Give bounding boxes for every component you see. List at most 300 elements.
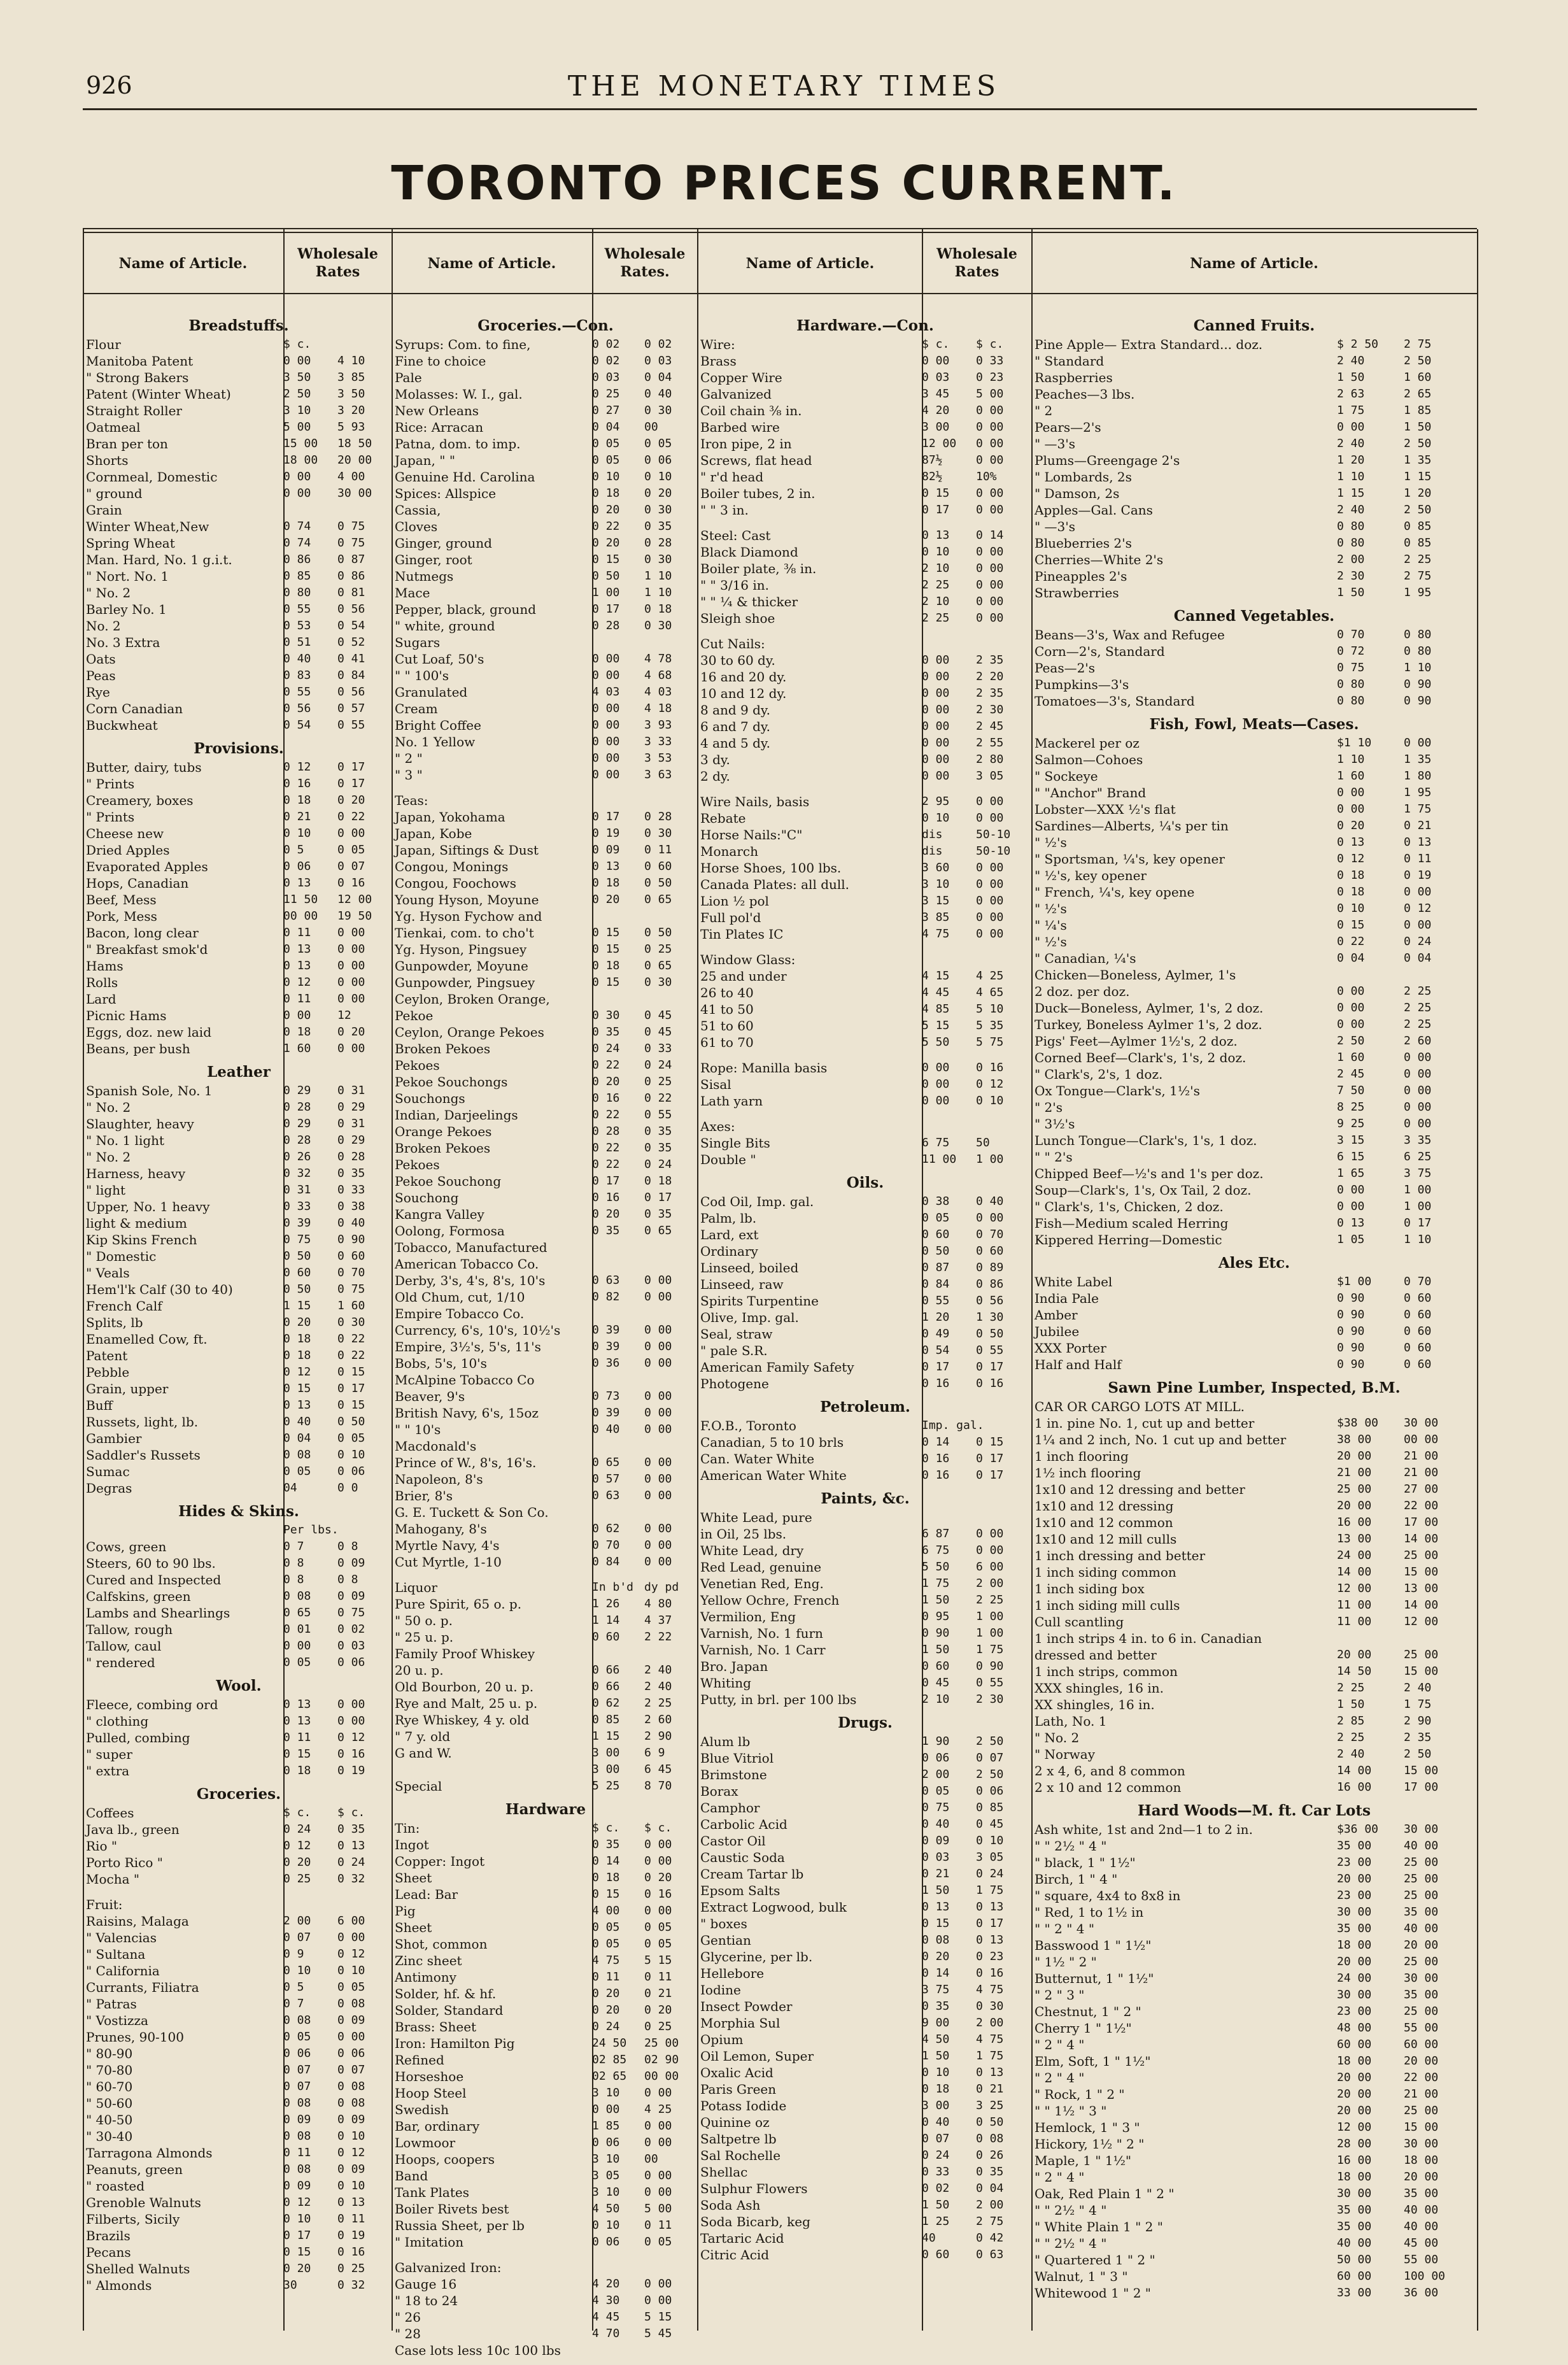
rate-low: 1 10 [1337,470,1365,483]
price-row [395,1679,696,1695]
article-name: Swedish [395,2102,449,2117]
article-name: Iodine [700,1982,741,1998]
price-row [395,1778,696,1794]
article-name: Harness, heavy [86,1166,186,1181]
article-name: Epsom Salts [700,1883,780,1898]
rate-high: 0 00 [644,1489,672,1502]
rate-low: 0 14 [592,1854,620,1868]
article-name: Shot, common [395,1936,488,1952]
rate-high: 0 29 [337,1133,365,1147]
rate-high: 3 33 [644,735,672,748]
article-name: " 2 [1035,403,1053,418]
rate-high: 1 75 [976,1884,1004,1897]
price-row [700,419,1030,436]
rate-high: 0 00 [976,420,1004,434]
running-head: THE MONETARY TIMES [567,70,1001,103]
article-name: Granulated [395,685,468,700]
price-row [700,1276,1030,1293]
rate-low: 0 60 [922,1228,950,1241]
rate-high: 30 00 [1404,2137,1439,2150]
row-spacer [86,1887,392,1896]
rate-high: 0 11 [644,2219,672,2232]
rate-high: 30 00 [1404,1416,1439,1430]
price-row [700,1451,1030,1467]
rate-high: 0 17 [976,1917,1004,1930]
price-row [1035,1049,1474,1066]
price-row [395,1985,696,2002]
article-name: Beans, per bush [86,1041,190,1056]
price-row [1035,2053,1474,2070]
col-header-rates-3: Wholesale Rates [936,246,1017,280]
rate-high: 25 00 [1404,1955,1439,1968]
price-row [1035,693,1474,709]
rate-high: 0 22 [644,1091,672,1105]
article-name: " 60-70 [86,2079,133,2094]
rate-low: 18 00 [283,453,318,467]
rate-low: 0 10 [283,827,311,840]
article-name: Rio " [86,1838,118,1854]
rate-high: 1 30 [976,1310,1004,1324]
rate-high: 0 60 [1404,1341,1432,1354]
rate-low: 0 00 [1337,802,1365,816]
article-name: Cherries—White 2's [1035,552,1164,567]
article-name: " Strong Bakers [86,370,189,385]
article-name: " 2 " 4 " [1035,2070,1085,2085]
article-name: Grain, upper [86,1381,169,1396]
rate-high: 0 00 [644,1522,672,1535]
article-name: Citric Acid [700,2247,770,2262]
rate-high: 12 00 [337,893,372,906]
article-name: Congou, Foochows [395,876,517,891]
rate-high: 0 12 [1404,902,1432,915]
rate-high: 0 16 [337,876,365,890]
article-name: Cows, green [86,1539,167,1554]
article-name: Brimstone [700,1767,767,1782]
article-name: 1x10 and 12 common [1035,1515,1173,1530]
article-name: Bran per ton [86,436,168,451]
article-name: Java lb., green [86,1822,180,1837]
price-column-2 [395,311,696,2359]
article-name: Patent (Winter Wheat) [86,387,231,402]
rate-low: 0 39 [592,1340,620,1353]
rate-low: 4 00 [592,1904,620,1917]
rate-high: 1 60 [337,1299,365,1312]
rate-low: 0 75 [283,1233,311,1246]
article-name: Tin Plates IC [700,927,784,942]
rate-high: 0 00 [644,1340,672,1353]
article-name: Axes: [700,1119,735,1134]
price-row [86,1480,392,1496]
rate-low: 20 00 [1337,1872,1372,1886]
rate-low: 0 40 [592,1423,620,1436]
rate-low: 30 00 [1337,2187,1372,2200]
price-row [86,1314,392,1331]
rate-low: 0 05 [922,1784,950,1798]
price-row [700,2247,1030,2263]
price-row [86,1896,392,1913]
price-row [700,2230,1030,2247]
rate-high: 17 00 [1404,1780,1439,1794]
rate-high: 0 08 [337,2096,365,2110]
price-row [1035,1713,1474,1729]
rate-high: 0 15 [976,1435,1004,1449]
article-name: Salmon—Cohoes [1035,752,1143,767]
article-name: Lead: Bar [395,1887,458,1902]
rate-low: 0 07 [922,2132,950,2145]
rate-high: 0 00 [976,894,1004,907]
article-name: Bro. Japan [700,1659,768,1674]
rate-low: 0 05 [592,453,620,467]
rate-high: 0 35 [644,520,672,533]
price-row [86,776,392,792]
price-row [86,1638,392,1654]
price-row [700,1542,1030,1559]
rate-low: 0 11 [283,2146,311,2159]
article-name: 2 dy. [700,769,730,784]
rate-high: 0 19 [337,2229,365,2242]
rate-low: 0 35 [592,1224,620,1237]
article-name: " Patras [86,1996,137,2012]
price-row [700,702,1030,718]
rate-high: 60 00 [1404,2038,1439,2051]
col-header-name-2: Name of Article. [427,255,556,272]
article-name: Gunpowder, Moyune [395,958,528,974]
rate-high: 2 40 [1404,1681,1432,1694]
article-name: Hoops, coopers [395,2152,495,2167]
article-name: " No. 2 [1035,1730,1080,1745]
price-row [86,336,392,353]
article-name: Cull scantling [1035,1614,1124,1630]
rate-low: 0 90 [1337,1325,1365,1338]
price-row [1035,643,1474,660]
article-name: Beef, Mess [86,892,157,907]
rate-low: 0 40 [283,1415,311,1428]
price-row [86,875,392,891]
rate-high: 1 00 [976,1153,1004,1166]
article-name: Chestnut, 1 " 2 " [1035,2004,1141,2019]
price-row [700,452,1030,469]
table-top-rule [83,228,1477,233]
price-row [700,1766,1030,1783]
price-row [86,535,392,551]
rate-low: 0 39 [592,1323,620,1337]
price-row [395,1521,696,1537]
article-name: 1 inch siding mill culls [1035,1598,1180,1613]
rate-high: 2 30 [976,1693,1004,1706]
rate-low: 2 30 [1337,569,1365,583]
rate-low: 1 50 [922,2049,950,2063]
price-row [1035,485,1474,502]
price-row [700,2015,1030,2031]
rate-low: 0 08 [283,2163,311,2176]
rate-low: 0 05 [283,2030,311,2043]
rate-high: 0 24 [644,1058,672,1072]
price-row [1035,1149,1474,1165]
rate-high: 15 00 [1404,1565,1439,1579]
rate-high: $ c. [644,1821,672,1835]
price-row [700,751,1030,768]
price-row [395,1761,696,1778]
article-name: Tarragona Almonds [86,2145,213,2161]
price-row [700,2180,1030,2197]
rate-high: 0 85 [1404,536,1432,550]
price-row [1035,1116,1474,1132]
rate-low: 1 60 [283,1042,311,1055]
rate-high: 22 00 [1404,1499,1439,1512]
article-name: Tallow, caul [86,1638,162,1654]
rate-low: 0 95 [922,1610,950,1623]
rate-low: 1 15 [592,1729,620,1743]
rate-low: 0 27 [592,404,620,417]
rate-low: 0 40 [283,652,311,665]
rate-high [644,1504,696,1521]
article-name: " ½'s, key opener [1035,868,1147,883]
rate-low [592,1305,644,1322]
rate-low: 0 07 [283,2063,311,2077]
rate-high: 0 0 [337,1481,358,1495]
rate-high: 0 00 [337,827,365,840]
price-row [395,436,696,452]
price-row [700,485,1030,502]
rate-high: 0 17 [976,1360,1004,1374]
article-name: Coffees [86,1805,134,1821]
rate-high: 0 00 [337,1698,365,1711]
article-name: " 18 to 24 [395,2293,458,2308]
rate-high: 0 00 [644,1538,672,1552]
rate-high: 1 10 [644,569,672,583]
section-heading: Paints, &c. [821,1490,910,1507]
article-name: " light [86,1182,126,1198]
rate-low: 1 60 [1337,1051,1365,1064]
rate-low: 0 10 [922,545,950,558]
rate-low: 9 00 [922,2016,950,2029]
rate-high: 3 20 [337,404,365,417]
rate-low: 0 00 [592,2103,620,2116]
rate-low [922,1118,976,1135]
article-name: Tallow, rough [86,1622,173,1637]
price-row [86,792,392,809]
article-name: XX shingles, 16 in. [1035,1697,1155,1712]
price-row [700,353,1030,369]
article-name: Soda Bicarb, keg [700,2214,810,2229]
rate-low: 0 60 [922,2248,950,2261]
rate-low: 2 95 [922,795,950,808]
price-row [1035,1465,1474,1481]
article-name: 1 inch siding box [1035,1581,1145,1596]
price-row [700,909,1030,926]
rate-low [592,1372,644,1388]
price-row [86,2012,392,2029]
rate-low: 5 25 [592,1779,620,1793]
rate-high: 0 87 [337,553,365,566]
price-row [395,485,696,502]
price-row [86,1265,392,1281]
rate-high: 4 25 [976,969,1004,983]
rate-low: 1 26 [592,1597,620,1610]
rate-high: dy pd [644,1580,679,1594]
price-row [86,1979,392,1996]
rate-high: 0 32 [337,2278,365,2292]
rate-high: 0 00 [644,2169,672,2182]
rate-high: 0 63 [976,2248,1004,2261]
rate-low: 3 10 [283,404,311,417]
rate-low: 0 13 [283,959,311,972]
price-row [1035,1448,1474,1465]
rate-high: 1 15 [1404,470,1432,483]
price-row [700,1210,1030,1226]
rate-low [922,951,976,968]
rate-low: 0 60 [922,1659,950,1673]
article-name: 1 in. pine No. 1, cut up and better [1035,1416,1255,1431]
rate-low: 3 15 [922,894,950,907]
rate-low [1337,1398,1404,1415]
rate-low: 0 53 [283,619,311,632]
rate-low: 4 75 [592,1954,620,1967]
rate-high: 0 80 [1404,628,1432,641]
price-row [1035,436,1474,452]
rate-high: 0 00 [976,611,1004,625]
rate-high: 100 00 [1404,2269,1446,2283]
article-name: No. 3 Extra [86,635,160,650]
rate-high: 4 68 [644,669,672,682]
rate-low: 0 00 [283,354,311,367]
row-spacer [700,1109,1030,1118]
rate-low: 0 63 [592,1274,620,1287]
article-name: Caustic Soda [700,1850,785,1865]
rate-high: 0 15 [337,1398,365,1412]
rate-high: 0 00 [644,1904,672,1917]
rate-low: 0 15 [283,2245,311,2259]
article-name: Pekoe Souchongs [395,1074,508,1090]
price-row [86,2244,392,2261]
article-name: " Standard [1035,353,1105,369]
price-row [1035,1016,1474,1033]
rate-high: 1 85 [1404,404,1432,417]
article-name: XXX shingles, 16 in. [1035,1680,1164,1696]
article-name: " ¼'s [1035,918,1067,933]
price-row [395,2101,696,2118]
price-row [700,1243,1030,1260]
rate-high: 4 18 [644,702,672,715]
article-name: Saddler's Russets [86,1447,201,1463]
rate-low: 5 15 [922,1019,950,1032]
article-name: Manitoba Patent [86,353,194,369]
rate-low [592,1239,644,1256]
article-name: Straight Roller [86,403,182,418]
article-name: Currants, Filiatra [86,1980,199,1995]
article-name: Liquor [395,1580,437,1595]
rate-low [592,1504,644,1521]
article-name: " Red, 1 to 1½ in [1035,1905,1144,1920]
rate-low: 0 24 [283,1822,311,1836]
price-row [395,618,696,634]
rate-low: 1 50 [922,1593,950,1607]
price-row [395,1388,696,1405]
price-row [700,2098,1030,2114]
price-row [1035,1340,1474,1356]
article-name: Whiting [700,1675,751,1691]
rate-low: 0 14 [922,1435,950,1449]
article-name: Bobs, 5's, 10's [395,1356,487,1371]
price-row [700,336,1030,353]
rate-low: 0 25 [592,387,620,401]
rate-low: 23 00 [1337,2005,1372,2018]
rate-low: 25 00 [1337,1482,1372,1496]
rate-low: 0 15 [922,1917,950,1930]
article-name: Corn Canadian [86,701,183,716]
article-name: Gunpowder, Pingsuey [395,975,535,990]
rate-high [644,2259,696,2276]
rate-high: 10% [976,470,997,483]
price-row [86,518,392,535]
rate-low: 0 40 [922,1817,950,1831]
rate-high: $ c. [976,337,1004,351]
rate-low: 0 65 [592,1456,620,1469]
article-name: " r'd head [700,469,764,485]
rate-low: 1 50 [1337,1698,1365,1711]
rate-low: 1 85 [592,2119,620,2133]
price-row [86,842,392,858]
price-row [395,1936,696,1952]
rate-low: 0 08 [283,1589,311,1603]
article-name: Coil chain ⅜ in. [700,403,802,418]
price-row [1035,1165,1474,1182]
price-row [395,842,696,858]
rate-high: 0 31 [337,1117,365,1130]
rate-high: 0 24 [976,1867,1004,1880]
rate-high: 0 90 [1404,694,1432,707]
rate-high: 0 06 [337,2047,365,2060]
rate-low: 3 10 [592,2185,620,2199]
article-name: Butternut, 1 " 1½" [1035,1971,1154,1986]
rate-high: 3 05 [976,1850,1004,1864]
rate-high: 0 19 [1404,869,1432,882]
price-row [700,669,1030,685]
price-row [1035,917,1474,934]
rate-low: 0 80 [1337,694,1365,707]
article-name: Boiler tubes, 2 in. [700,486,816,501]
rate-high: 0 40 [337,1216,365,1230]
article-name: " ½'s [1035,901,1067,916]
rate-low: 30 [283,2278,297,2292]
rate-high: 0 00 [644,1323,672,1337]
rate-high: 0 20 [644,2003,672,2017]
article-name: Mahogany, 8's [395,1521,487,1537]
article-name: Brier, 8's [395,1488,453,1503]
price-row [86,1447,392,1463]
article-name: Patna, dom. to imp. [395,436,521,451]
price-row [86,568,392,585]
rate-high: 0 05 [644,1921,672,1934]
article-name: Yg. Hyson, Pingsuey [395,942,527,957]
price-row [395,2019,696,2035]
price-row [1035,967,1474,983]
article-name: Cut Loaf, 50's [395,651,484,667]
price-row [1035,585,1474,601]
rate-high: 5 75 [976,1035,1004,1049]
price-row [86,2194,392,2211]
price-row [700,2131,1030,2147]
price-row [86,1854,392,1871]
rate-low: 0 87 [922,1261,950,1274]
rate-high: 0 10 [337,2179,365,2192]
rate-low: 0 18 [283,1349,311,1362]
article-name: Oolong, Formosa [395,1223,505,1239]
rate-high: 3 05 [976,769,1004,783]
rate-high: 0 00 [1404,885,1432,898]
price-row [86,759,392,776]
article-name: Whitewood 1 " 2 " [1035,2285,1151,2301]
